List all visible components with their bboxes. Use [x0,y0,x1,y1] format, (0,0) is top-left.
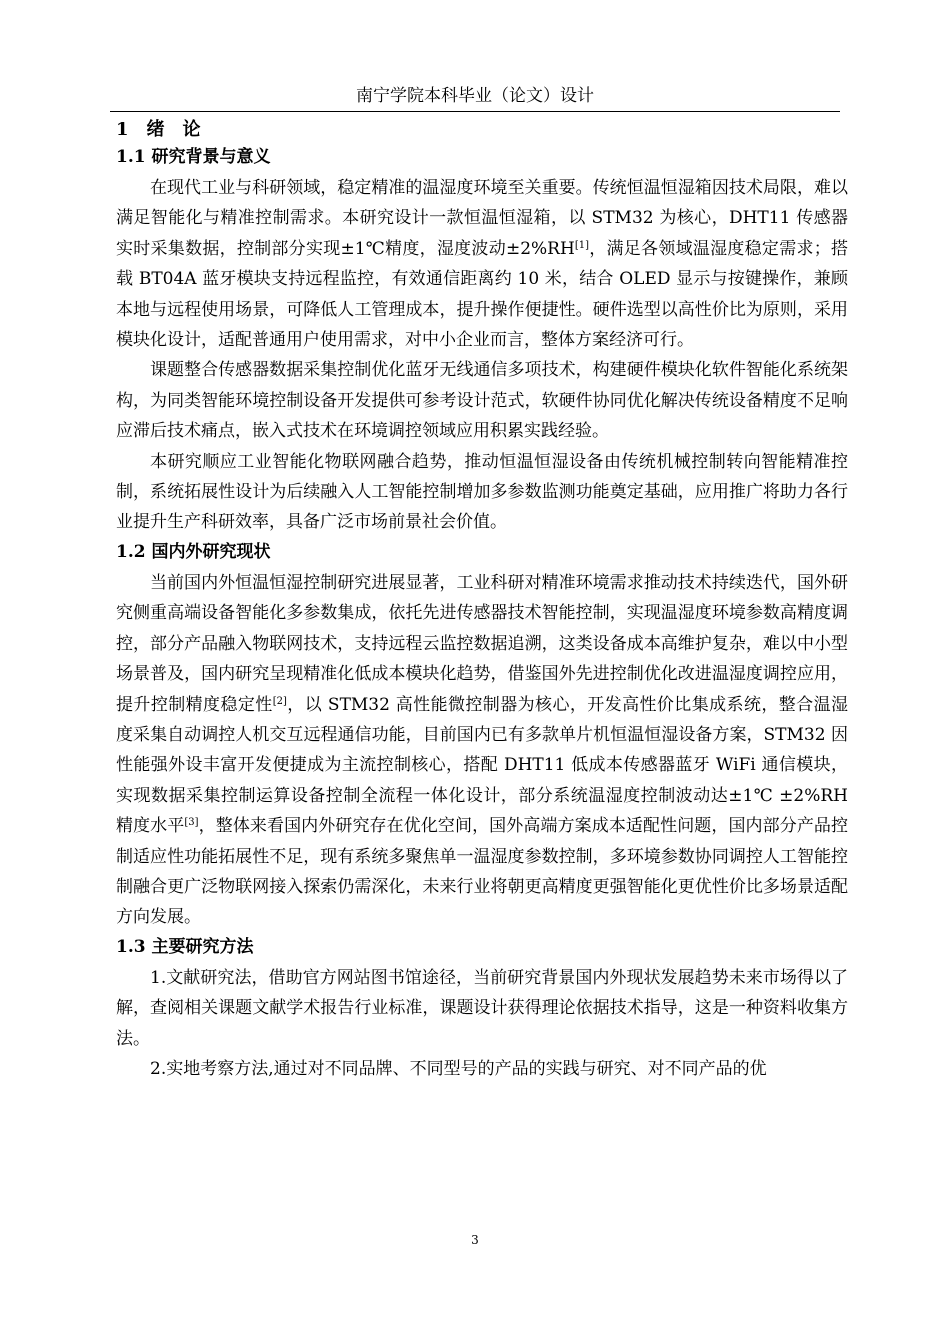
paragraph-text: 在现代工业与科研领域，稳定精准的温湿度环境至关重要。传统恒温恒湿箱因技术局限，难以满足智能化与精准控制需求。本研究设计一款恒温恒湿箱，以 STM32 为核心，DHT11 传感器实时采集数据，控制部分实现±1℃精度，湿度波动±2%RH [116,178,848,259]
paragraph-text: 当前国内外恒温恒湿控制研究进展显著，工业科研对精准环境需求推动技术持续迭代，国外研究侧重高端设备智能化多参数集成，依托先进传感器技术智能控制，实现温湿度环境参数高精度调控，部分产品融入物联网技术，支持远程云监控数据追溯，这类设备成本高维护复杂，难以中小型场景普及，国内研究呈现精准化低成本模块化趋势，借鉴国外先进控制优化改进温湿度调控应用，提升控制精度稳定性 [116,572,848,715]
section-heading: 1.1 研究背景与意义 [116,147,271,167]
paragraph [116,173,848,355]
paragraph: 1.文献研究法，借助官方网站图书馆途径，当前研究背景国内外现状发展趋势未来市场得以了解，查阅相关课题文献学术报告行业标准，课题设计获得理论依据技术指导，这是一种资料收集方法。 [116,967,848,1049]
paragraph: 本研究顺应工业智能化物联网融合趋势，推动恒温恒湿设备由传统机械控制转向智能精准控制，系统拓展性设计为后续融入人工智能控制增加多参数监测功能奠定基础，应用推广将助力各行业提升生产科研效率，具备广泛市场前景社会价值。 [116,451,848,533]
paragraph: 2.实地考察方法,通过对不同品牌、不同型号的产品的实践与研究、对不同产品的优 [150,1058,767,1079]
paragraph [116,568,848,933]
citation: [2] [272,695,287,707]
section-heading: 1.3 主要研究方法 [116,936,254,957]
page-header: 南宁学院本科毕业（论文）设计 [356,86,594,106]
page-content [116,117,848,1084]
header-rule [110,111,840,112]
paragraph-text: ，满足各领域温湿度稳定需求；搭载 BT04A 蓝牙模块支持远程监控，有效通信距离约 10 米，结合 OLED 显示与按键操作，兼顾本地与远程使用场景，可降低人工管理成本，提升操作便捷性。硬件选型以高性价比为原则，采用模块化设计，适配普通用户使用需求，对中小企业而言，整体方案经济可行。 [116,238,848,351]
paragraph: 课题整合传感器数据采集控制优化蓝牙无线通信多项技术，构建硬件模块化软件智能化系统架构，为同类智能环境控制设备开发提供可参考设计范式，软硬件协同优化解决传统设备精度不足响应滞后技术痛点，嵌入式技术在环境调控领域应用积累实践经验。 [116,360,848,442]
page-number: 3 [471,1233,479,1247]
citation: [3] [184,817,199,829]
section-heading: 1.2 国内外研究现状 [116,541,271,562]
chapter-title: 1 绪 论 [116,119,201,140]
paragraph-text: ，整体来看国内外研究存在优化空间，国外高端方案成本适配性问题，国内部分产品控制适应性功能拓展性不足，现有系统多聚焦单一温湿度参数控制，多环境参数协同调控人工智能控制融合更广泛物联网接入探索仍需深化，未来行业将朝更高精度更强智能化更优性价比多场景适配方向发展。 [116,816,849,928]
paragraph-text: ，以 STM32 高性能微控制器为核心，开发高性价比集成系统，整合温湿度采集自动调控人机交互远程通信功能，目前国内已有多款单片机恒温恒湿设备方案，STM32 因性能强外设丰富开发便捷成为主流控制核心，搭配 DHT11 低成本传感器蓝牙 WiFi 通信模块，实现数据采集控制运算设备控制全流程一体化设计，部分系统温湿度控制波动达±1℃ ±2%RH 精度水平 [116,694,849,837]
citation: [1] [574,239,589,251]
